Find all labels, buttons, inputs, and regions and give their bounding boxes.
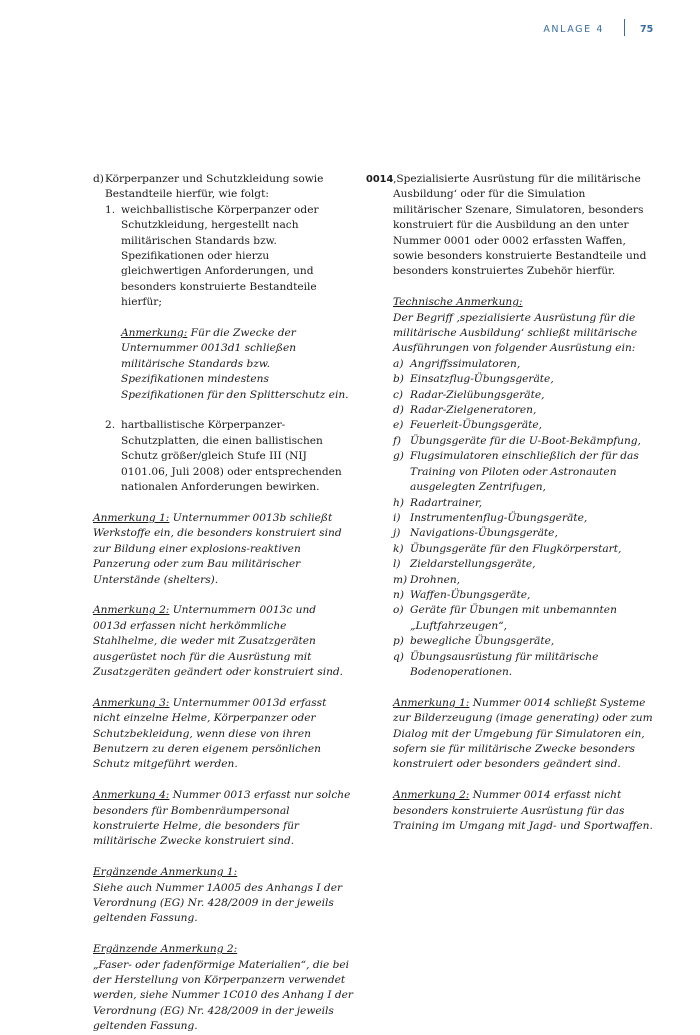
technical-note [393, 295, 656, 680]
list-item [393, 403, 656, 418]
list-item [393, 526, 656, 541]
list-item-text: Übungsgeräte für die U-Boot-Bekämpfung, [410, 434, 641, 447]
item-d1 [105, 203, 353, 403]
list-item-label: e) [393, 419, 404, 432]
left-column [93, 172, 353, 1035]
list-item-text: Flugsimulatoren einschließlich der für das Training von Piloten oder Astronauten ausgelegten Zentrifugen, [410, 450, 639, 494]
note-1-label: Anmerkung 1: [93, 511, 170, 524]
note-1 [93, 511, 353, 588]
list-item-text: Übungsgeräte für den Flugkörperstart, [410, 542, 622, 555]
list-item-text: bewegliche Übungsgeräte, [410, 635, 555, 648]
list-item [393, 496, 656, 511]
note-2 [93, 603, 353, 680]
item-d-text: Körperpanzer und Schutzkleidung sowie Bestandteile hierfür, wie folgt: [105, 173, 324, 201]
item-d-label: d) [93, 173, 104, 185]
item-d1-note-label: Anmerkung: [121, 327, 188, 340]
note-4-label: Anmerkung 4: [93, 789, 170, 802]
list-item-label: h) [393, 496, 404, 509]
list-item [393, 634, 656, 649]
list-item-text: Radar-Zielübungsgeräte, [410, 388, 545, 401]
list-item-text: Zieldarstellungsgeräte, [410, 558, 536, 571]
item-d1-note [121, 326, 353, 403]
note-2-label: Anmerkung 2: [93, 604, 170, 617]
page-number: 75 [640, 24, 654, 35]
supplementary-note-1-text: Siehe auch Nummer 1A005 des Anhangs I der Verordnung (EG) Nr. 428/2009 in der jeweils geltenden Fassung. [93, 881, 343, 925]
supplementary-note-2-label: Ergänzende Anmerkung 2: [93, 943, 238, 956]
item-d2 [105, 418, 353, 495]
list-item-text: Radar-Zielgeneratoren, [410, 404, 537, 417]
technical-note-label: Technische Anmerkung: [393, 296, 523, 309]
list-item-text: Einsatzflug-Übungsgeräte, [410, 373, 554, 386]
list-item-label: f) [393, 434, 402, 447]
supplementary-note-2 [93, 942, 353, 1034]
list-item [393, 542, 656, 557]
supplementary-note-1-label: Ergänzende Anmerkung 1: [93, 866, 238, 879]
list-item-text: Drohnen, [410, 573, 461, 586]
list-item-label: m) [393, 573, 408, 586]
item-d [93, 172, 353, 496]
list-item [393, 603, 656, 634]
list-item-label: b) [393, 373, 404, 386]
list-item-text: Übungsausrüstung für militärische Bodenoperationen. [410, 650, 599, 678]
list-item-label: k) [393, 542, 404, 555]
note-2-text: Unternummern 0013c und 0013d erfassen nicht herkömmliche Stahlhelme, die weder mit Zusatzgeräten ausgerüstet noch für die Ausrüstung mit Zusatzgeräten geändert oder konstruiert sind. [93, 604, 344, 678]
item-d1-note-text: Für die Zwecke der Unternummer 0013d1 schließen militärische Standards bzw. Spezifikationen mindestens Spezifikationen für den Splitterschutz ein. [121, 327, 349, 401]
item-0014-code: 0014 [366, 174, 394, 185]
list-item-text: Instrumentenflug-Übungsgeräte, [410, 511, 588, 524]
note-4-text: Nummer 0013 erfasst nur solche besonders für Bombenräumpersonal konstruierte Helme, die besonders für militärische Zwecke konstruiert sind. [93, 789, 351, 848]
list-item [393, 388, 656, 403]
item-0014 [366, 172, 656, 834]
list-item-label: p) [393, 635, 404, 648]
technical-note-text: Der Begriff ‚spezialisierte Ausrüstung für die militärische Ausbildung‘ schließt militärische Ausführungen von folgender Ausrüstung ein: [393, 311, 638, 355]
list-item-text: Navigations-Übungsgeräte, [410, 527, 558, 540]
list-item-label: i) [393, 511, 401, 524]
list-item [393, 557, 656, 572]
right-note-1-text: Nummer 0014 schließt Systeme zur Bilderzeugung (image generating) oder zum Dialog mit der Umgebung für Simulatoren ein, sofern sie für militärische Zwecke besonders konstruiert oder besonders geändert sind. [393, 696, 653, 771]
list-item-label: a) [393, 357, 404, 370]
list-item-label: o) [393, 604, 404, 617]
list-item-text: Feuerleit-Übungsgeräte, [410, 419, 542, 432]
item-d2-label: 2. [105, 419, 116, 432]
right-note-1-label: Anmerkung 1: [393, 696, 470, 709]
list-item-label: n) [393, 588, 404, 601]
right-note-1 [393, 696, 656, 773]
list-item-label: c) [393, 388, 404, 401]
list-item [393, 449, 656, 495]
list-item [393, 573, 656, 588]
right-column [366, 172, 656, 834]
note-3-text: Unternummer 0013d erfasst nicht einzelne Helme, Körperpanzer oder Schutzbekleidung, wenn diese von ihren Benutzern zu deren eigenem persönlichen Schutz mitgeführt werden. [93, 696, 327, 771]
note-3-label: Anmerkung 3: [93, 696, 170, 709]
list-item-text: Angriffssimulatoren, [410, 357, 521, 370]
list-item-label: q) [393, 650, 404, 663]
item-d1-text: weichballistische Körperpanzer oder Schutzkleidung, hergestellt nach militärischen Standards bzw. Spezifikationen oder hierzu gleichwertigen Anforderungen, und besonders konstruierte Bestandteile hierfür; [121, 203, 319, 309]
list-item [393, 511, 656, 526]
right-note-2-label: Anmerkung 2: [393, 789, 470, 802]
supplementary-note-2-text: „Faser- oder fadenförmige Materialien“, die bei der Herstellung von Körperpanzern verwendet werden, siehe Nummer 1C010 des Anhang I der Verordnung (EG) Nr. 428/2009 in der jeweils geltenden Fassung. [93, 958, 353, 1033]
right-note-2-text: Nummer 0014 erfasst nicht besonders konstruierte Ausrüstung für das Training im Umgang mit Jagd- und Sportwaffen. [393, 789, 653, 833]
list-item [393, 650, 656, 681]
list-item [393, 434, 656, 449]
list-item-text: Geräte für Übungen mit unbemannten „Luftfahrzeugen“, [410, 604, 617, 632]
list-item-text: Waffen-Übungsgeräte, [410, 588, 531, 601]
list-item-label: j) [393, 527, 401, 540]
list-item [393, 372, 656, 387]
note-1-text: Unternummer 0013b schließt Werkstoffe ein, die besonders konstruiert sind zur Bildung einer explosions-reaktiven Panzerung oder zum Bau militärischer Unterstände (shelters). [93, 511, 342, 586]
note-3 [93, 696, 353, 773]
list-item-text: Radartrainer, [410, 496, 483, 509]
item-d1-label: 1. [105, 203, 116, 216]
list-item-label: g) [393, 450, 404, 463]
right-note-2 [393, 788, 656, 834]
list-item [393, 418, 656, 433]
section-label: ANLAGE 4 [543, 24, 604, 35]
list-item [393, 588, 656, 603]
item-0014-intro: ‚Spezialisierte Ausrüstung für die militärische Ausbildung‘ oder für die Simulation militärischer Szenare, Simulatoren, besonders konstruiert für die Ausbildung an den unter Nummer 0001 oder 0002 erfassten Waffen, sowie besonders konstruierte Bestandteile und besonders konstruiertes Zubehör hierfür. [393, 173, 647, 278]
list-item-label: d) [393, 404, 404, 417]
equipment-list [393, 357, 656, 681]
item-d2-text: hartballistische Körperpanzer-Schutzplatten, die einen ballistischen Schutz größer/gleich Stufe III (NIJ 0101.06, Juli 2008) oder entsprechenden nationalen Anforderungen bewirken. [121, 419, 342, 494]
list-item-label: l) [393, 558, 401, 571]
list-item [393, 357, 656, 372]
note-4 [93, 788, 353, 850]
header-divider [624, 19, 625, 36]
supplementary-note-1 [93, 865, 353, 927]
